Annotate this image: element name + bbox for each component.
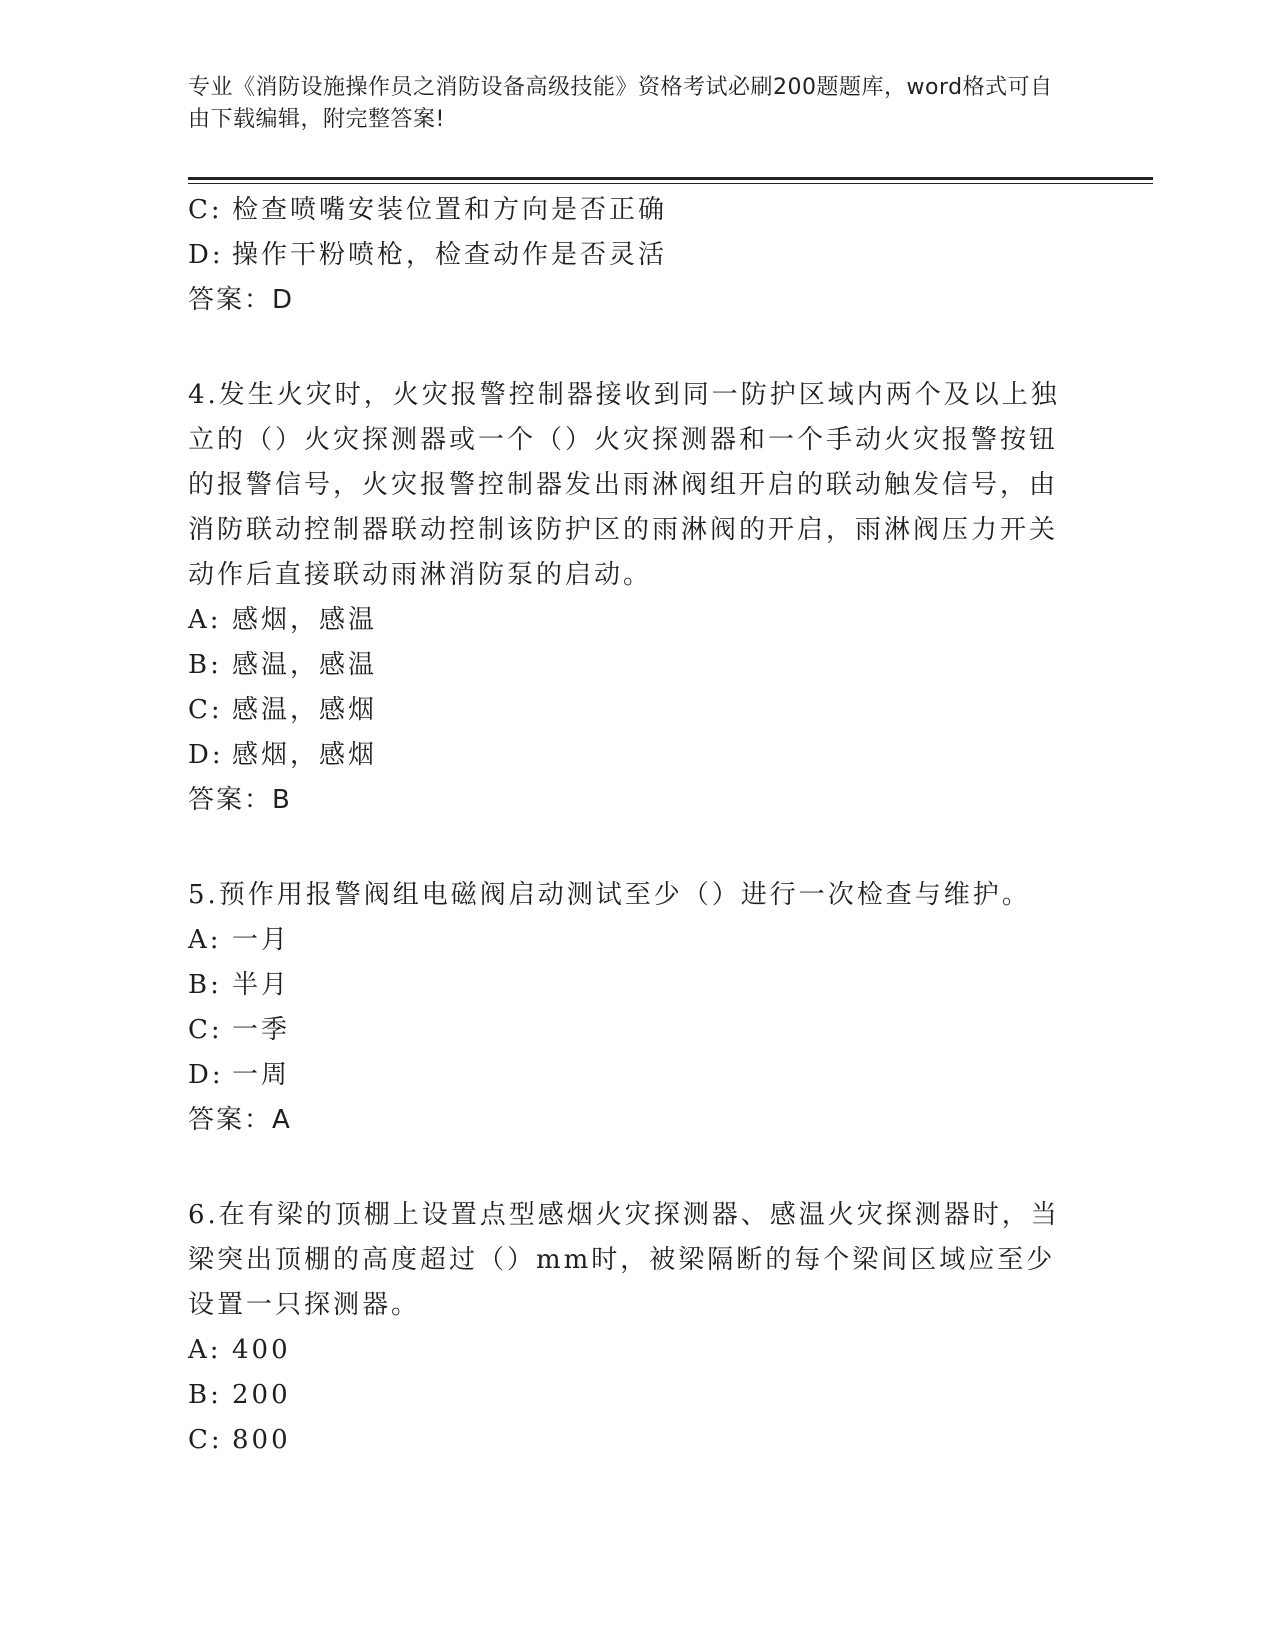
answer-line: 答案：D: [188, 285, 295, 315]
question-stem: 6.在有梁的顶棚上设置点型感烟火灾探测器、感温火灾探测器时，当梁突出顶棚的高度超过（）mm时，被梁隔断的每个梁间区域应至少设置一只探测器。: [188, 1200, 1060, 1320]
question-stem: 4.发生火灾时，火灾报警控制器接收到同一防护区域内两个及以上独立的（）火灾探测器或一个（）火灾探测器和一个手动火灾报警按钮的报警信号，火灾报警控制器发出雨淋阀组开启的联动触发信号，由消防联动控制器联动控制该防护区的雨淋阀的开启，雨淋阀压力开关动作后直接联动雨淋消防泵的启动。: [188, 380, 1060, 590]
header-rule-thick: [188, 177, 1153, 180]
option-a: A: 400: [188, 1335, 291, 1365]
option-c: C: 检查喷嘴安装位置和方向是否正确: [188, 195, 668, 225]
question-5: [188, 873, 1068, 1143]
option-b: B: 半月: [188, 970, 291, 1000]
option-a: A: 一月: [188, 925, 291, 955]
answer-line: 答案：A: [188, 1105, 292, 1135]
option-a: A: 感烟，感温: [188, 605, 378, 635]
option-b: B: 感温，感温: [188, 650, 378, 680]
option-b: B: 200: [188, 1380, 291, 1410]
option-d: D: 一周: [188, 1060, 291, 1090]
option-d: D: 感烟，感烟: [188, 740, 378, 770]
option-c: C: 800: [188, 1425, 291, 1455]
question-content: [188, 188, 1068, 1463]
header-rule-thin: [188, 183, 1153, 184]
document-header: 专业《消防设施操作员之消防设备高级技能》资格考试必刷200题题库，word格式可自由下载编辑，附完整答案!: [188, 75, 1053, 132]
answer-line: 答案：B: [188, 785, 292, 815]
question-3-tail: [188, 188, 1068, 323]
question-4: [188, 373, 1068, 823]
option-c: C: 感温，感烟: [188, 695, 378, 725]
question-6: [188, 1193, 1068, 1463]
option-d: D: 操作干粉喷枪，检查动作是否灵活: [188, 240, 668, 270]
question-stem: 5.预作用报警阀组电磁阀启动测试至少（）进行一次检查与维护。: [188, 880, 1031, 910]
option-c: C: 一季: [188, 1015, 291, 1045]
